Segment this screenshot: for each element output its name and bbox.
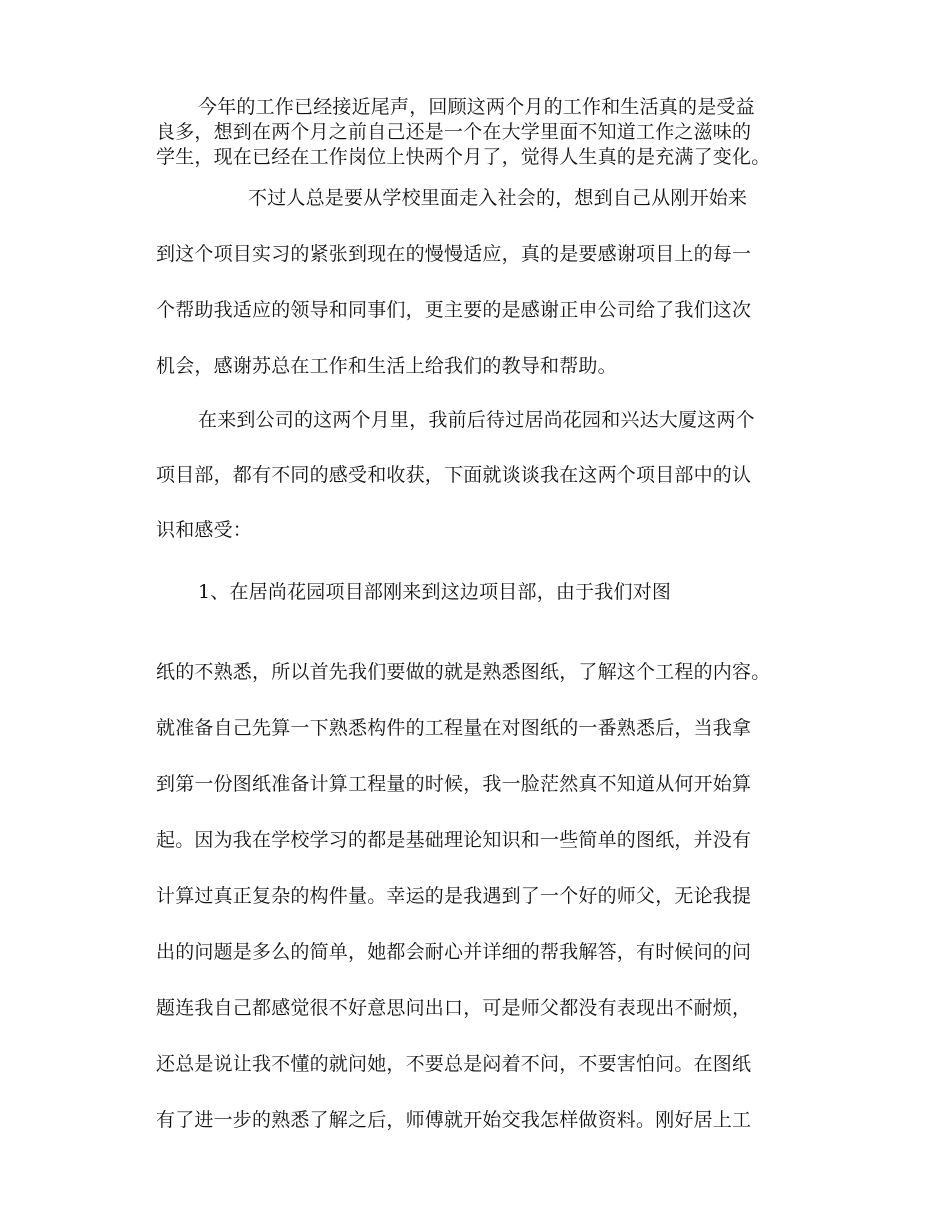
text-line: 在来到公司的这两个月里，我前后待过居尚花园和兴达大厦这两个 <box>198 409 755 431</box>
text-line: 出的问题是多么的简单，她都会耐心并详细的帮我解答，有时候问的问 <box>156 941 752 963</box>
text-line: 识和感受： <box>156 519 253 541</box>
text-line: 计算过真正复杂的构件量。幸运的是我遇到了一个好的师父，无论我提 <box>156 885 752 907</box>
text-line: 还总是说让我不懂的就问她，不要总是闷着不问，不要害怕问。在图纸 <box>156 1053 752 1075</box>
text-line: 项目部，都有不同的感受和收获，下面就谈谈我在这两个项目部中的认 <box>156 464 752 486</box>
text-line: 今年的工作已经接近尾声，回顾这两个月的工作和生活真的是受益 <box>198 96 755 118</box>
text-line: 有了进一步的熟悉了解之后，师傅就开始交我怎样做资料。刚好居上工 <box>156 1109 752 1131</box>
text-line: 就准备自己先算一下熟悉构件的工程量在对图纸的一番熟悉后，当我拿 <box>156 717 752 739</box>
text-line: 不过人总是要从学校里面走入社会的，想到自己从刚开始来 <box>248 187 748 209</box>
text-line: 良多，想到在两个月之前自己还是一个在大学里面不知道工作之滋味的 <box>156 121 752 143</box>
text-line: 题连我自己都感觉很不好意思问出口，可是师父都没有表现出不耐烦， <box>156 997 752 1019</box>
text-line: 学生，现在已经在工作岗位上快两个月了，觉得人生真的是充满了变化。 <box>156 146 771 168</box>
text-line: 个帮助我适应的领导和同事们，更主要的是感谢正申公司给了我们这次 <box>156 299 752 321</box>
text-line: 到第一份图纸准备计算工程量的时候，我一脸茫然真不知道从何开始算 <box>156 773 752 795</box>
text-line: 机会，感谢苏总在工作和生活上给我们的教导和帮助。 <box>156 355 617 377</box>
text-line: 1、在居尚花园项目部刚来到这边项目部，由于我们对图 <box>198 581 672 603</box>
text-line: 起。因为我在学校学习的都是基础理论知识和一些简单的图纸，并没有 <box>156 829 752 851</box>
text-line: 到这个项目实习的紧张到现在的慢慢适应，真的是要感谢项目上的每一 <box>156 243 752 265</box>
text-line: 纸的不熟悉，所以首先我们要做的就是熟悉图纸，了解这个工程的内容。 <box>156 661 771 683</box>
